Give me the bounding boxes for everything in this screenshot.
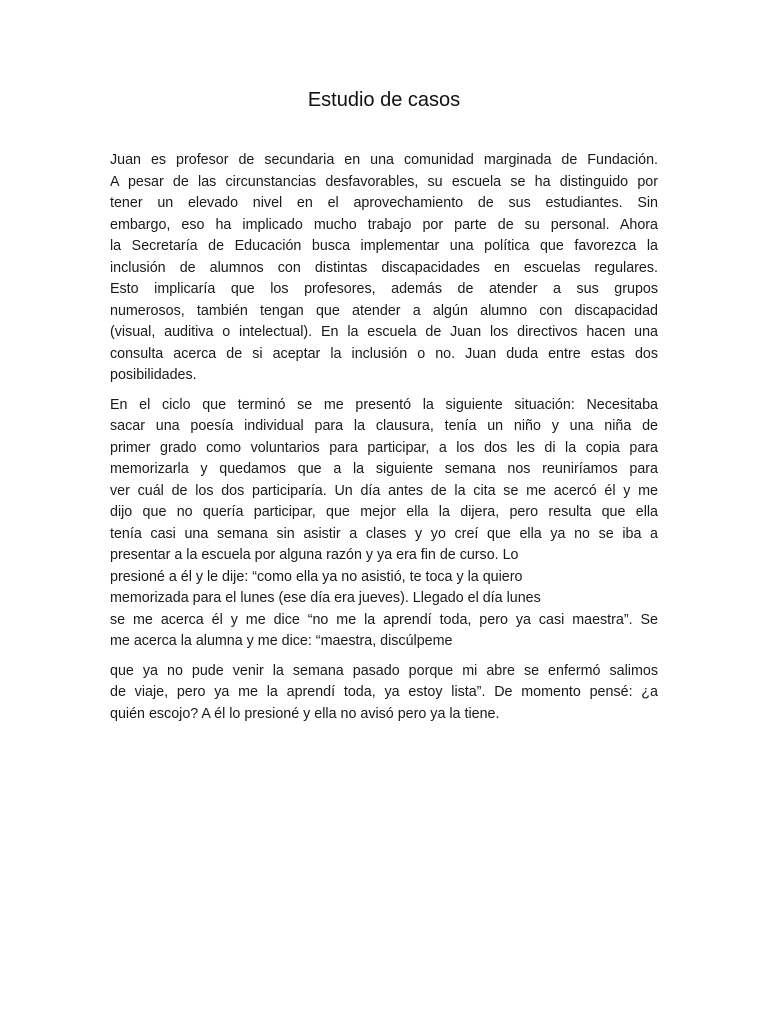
text-line: embargo, eso ha implicado mucho trabajo por parte de su personal. Ahora [110, 216, 658, 233]
text-line: me acerca la alumna y me dice: “maestra, discúlpeme [110, 633, 453, 649]
text-line: tenía casi una semana sin asistir a clases y yo creí que ella ya no se iba a [110, 525, 658, 542]
text-line: numerosos, también tengan que atender a algún alumno con discapacidad [110, 302, 658, 319]
text-line: inclusión de alumnos con distintas discapacidades en escuelas regulares. [110, 259, 658, 276]
text-line: ver cuál de los dos participaría. Un día antes de la cita se me acercó él y me [110, 482, 658, 499]
text-line: posibilidades. [110, 367, 197, 383]
text-line: quién escojo? A él lo presioné y ella no avisó pero ya la tiene. [110, 705, 500, 722]
text-line: sacar una poesía individual para la clausura, tenía un niño y una niña de [110, 418, 658, 434]
document-body [110, 150, 658, 725]
text-line: En el ciclo que terminó se me presentó la siguiente situación: Necesitaba [110, 396, 658, 413]
text-line: que ya no pude venir la semana pasado porque mi abre se enfermó salimos [110, 662, 658, 679]
text-line: de viaje, pero ya me la aprendí toda, ya estoy lista”. De momento pensé: ¿a [110, 684, 658, 700]
text-line: dijo que no quería participar, que mejor ella la dijera, pero resulta que ella [110, 504, 658, 520]
text-line: consulta acerca de si aceptar la inclusión o no. Juan duda entre estas dos [110, 345, 658, 362]
text-line: memorizarla y quedamos que a la siguiente semana nos reuniríamos para [110, 461, 658, 477]
paragraph-2 [110, 395, 658, 653]
text-line: se me acerca él y me dice “no me la aprendí toda, pero ya casi maestra”. Se [110, 611, 658, 628]
text-line: Juan es profesor de secundaria en una comunidad marginada de Fundación. [110, 152, 658, 168]
text-line: presentar a la escuela por alguna razón y ya era fin de curso. Lo [110, 547, 519, 563]
text-line: la Secretaría de Educación busca implementar una política que favorezca la [110, 238, 658, 254]
text-line: presioné a él y le dije: “como ella ya no asistió, te toca y la quiero [110, 568, 523, 585]
paragraph-1 [110, 150, 658, 387]
text-line: (visual, auditiva o intelectual). En la escuela de Juan los directivos hacen una [110, 324, 658, 340]
text-line: A pesar de las circunstancias desfavorables, su escuela se ha distinguido por [110, 173, 658, 190]
paragraph-3 [110, 661, 658, 726]
text-line: memorizada para el lunes (ese día era jueves). Llegado el día lunes [110, 590, 541, 606]
text-line: tener un elevado nivel en el aprovechamiento de sus estudiantes. Sin [110, 195, 658, 211]
text-line: Esto implicaría que los profesores, además de atender a sus grupos [110, 281, 658, 297]
document-title: Estudio de casos [307, 89, 461, 111]
text-line: primer grado como voluntarios para participar, a los dos les di la copia para [110, 439, 658, 456]
